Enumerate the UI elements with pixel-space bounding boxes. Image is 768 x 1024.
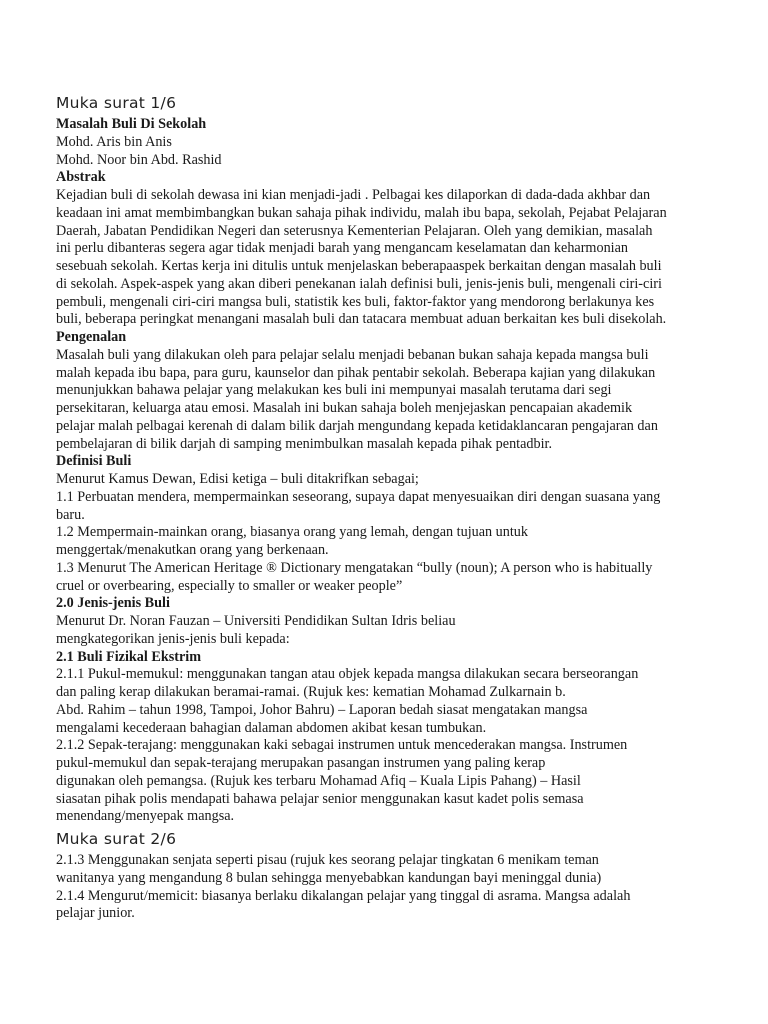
text-line: keadaan ini amat membimbangkan bukan sahaja pihak individu, malah ibu bapa, sekolah, Pejabat Pelajaran [56,204,667,221]
text-line: baru. [56,506,85,523]
text-line: digunakan oleh pemangsa. (Rujuk kes terbaru Mohamad Afiq – Kuala Lipis Pahang) – Hasil [56,772,581,789]
text-line: pembelajaran di bilik darjah di samping menimbulkan masalah kepada pihak pentadbir. [56,435,553,452]
text-line: pelajar junior. [56,905,135,922]
fizikal-heading: 2.1 Buli Fizikal Ekstrim [56,648,202,665]
text-line: ini perlu dibanteras segera agar tidak menjadi barah yang mengancam keselamatan dan keharmonian [56,240,628,257]
text-line: menggertak/menakutkan orang yang berkenaan. [56,542,329,558]
text-line: mengkategorikan jenis-jenis buli kepada: [56,630,290,647]
text-line: pembuli, mengenali ciri-ciri mangsa buli, statistik kes buli, faktor-faktor yang mendorong berlakunya kes [56,293,655,310]
page-1-label: Muka surat 1/6 [56,94,177,112]
jenis-heading: 2.0 Jenis-jenis Buli [56,595,170,612]
text-line: 1.3 Menurut The American Heritage ® Dictionary mengatakan “bully (noun); A person who is habitually [56,559,653,576]
page-2-label: Muka surat 2/6 [56,830,177,848]
text-line: mengalami kecederaan bahagian dalaman abdomen akibat kesan tumbukan. [56,719,487,736]
page-2-body [56,852,716,923]
definisi-heading: Definisi Buli [56,453,132,470]
abstrak-heading: Abstrak [56,169,106,186]
text-line: di sekolah. Aspek-aspek yang akan diberi penekanan ialah definisi buli, jenis-jenis buli, mengenali ciri-ciri [56,275,662,292]
pengenalan-body [56,347,716,454]
text-line: persekitaran, keluarga atau emosi. Masalah ini bukan sahaja boleh menjejaskan pencapaian akademik [56,400,633,416]
text-line: dan paling kerap dilakukan beramai-ramai. (Rujuk kes: kematian Mohamad Zulkarnain b. [56,684,566,700]
definisi-body [56,471,716,595]
text-line: Menurut Kamus Dewan, Edisi ketiga – buli ditakrifkan sebagai; [56,471,419,487]
text-line: 1.2 Mempermain-mainkan orang, biasanya orang yang lemah, dengan tujuan untuk [56,524,528,541]
text-line: wanitanya yang mengandung 8 bulan sehingga menyebabkan kandungan bayi meninggal dunia) [56,869,602,886]
text-line: buli, beberapa peringkat menangani masalah buli dan tatacara membuat aduan berkaitan kes buli disekolah. [56,311,667,328]
text-line: siasatan pihak polis mendapati bahawa pelajar senior menggunakan kasut kadet polis semasa [56,790,584,807]
text-line: Menurut Dr. Noran Fauzan – Universiti Pendidikan Sultan Idris beliau [56,613,456,629]
text-line: pukul-memukul dan sepak-terajang merupakan pasangan instrumen yang paling kerap [56,755,546,771]
text-line: sesebuah sekolah. Kertas kerja ini ditulis untuk menjelaskan beberapaaspek berkaitan dengan masalah buli [56,258,662,274]
document-title: Masalah Buli Di Sekolah [56,116,207,132]
text-line: menendang/menyepak mangsa. [56,808,235,825]
pengenalan-heading: Pengenalan [56,329,127,345]
text-line: 2.1.4 Mengurut/memicit: biasanya berlaku dikalangan pelajar yang tinggal di asrama. Mangsa adalah [56,887,631,904]
fizikal-body [56,666,716,826]
author-1: Mohd. Aris bin Anis [56,133,172,150]
text-line: pelajar malah pelbagai kerenah di dalam bilik darjah mengundang kepada ketidaklancaran pengajaran dan [56,417,658,434]
text-line: 2.1.1 Pukul-memukul: menggunakan tangan atau objek kepada mangsa dilakukan secara berseorangan [56,666,639,683]
text-line: cruel or overbearing, especially to smaller or weaker people” [56,577,403,594]
text-line: 1.1 Perbuatan mendera, mempermainkan seseorang, supaya dapat menyesuaikan diri dengan suasana yang [56,488,661,505]
author-2: Mohd. Noor bin Abd. Rashid [56,151,222,168]
text-line: Kejadian buli di sekolah dewasa ini kian menjadi-jadi . Pelbagai kes dilaporkan di dada-dada akhbar dan [56,187,651,203]
jenis-body [56,613,716,649]
text-line: malah kepada ibu bapa, para guru, kaunselor dan pihak pentabir sekolah. Beberapa kajian yang dilakukan [56,364,656,381]
text-line: Masalah buli yang dilakukan oleh para pelajar selalu menjadi bebanan bukan sahaja kepada mangsa buli [56,346,649,363]
text-line: Abd. Rahim – tahun 1998, Tampoi, Johor Bahru) – Laporan bedah siasat mengatakan mangsa [56,701,588,718]
abstrak-body [56,187,716,329]
text-line: menunjukkan bahawa pelajar yang melakukan kes buli ini mempunyai masalah terutama dari segi [56,382,612,399]
text-line: 2.1.2 Sepak-terajang: menggunakan kaki sebagai instrumen untuk mencederakan mangsa. Instrumen [56,737,628,754]
text-line: 2.1.3 Menggunakan senjata seperti pisau (rujuk kes seorang pelajar tingkatan 6 menikam teman [56,852,599,868]
text-line: Daerah, Jabatan Pendidikan Negeri dan seterusnya Kementerian Pelajaran. Oleh yang demikian, masalah [56,222,653,239]
document-page [56,92,716,923]
